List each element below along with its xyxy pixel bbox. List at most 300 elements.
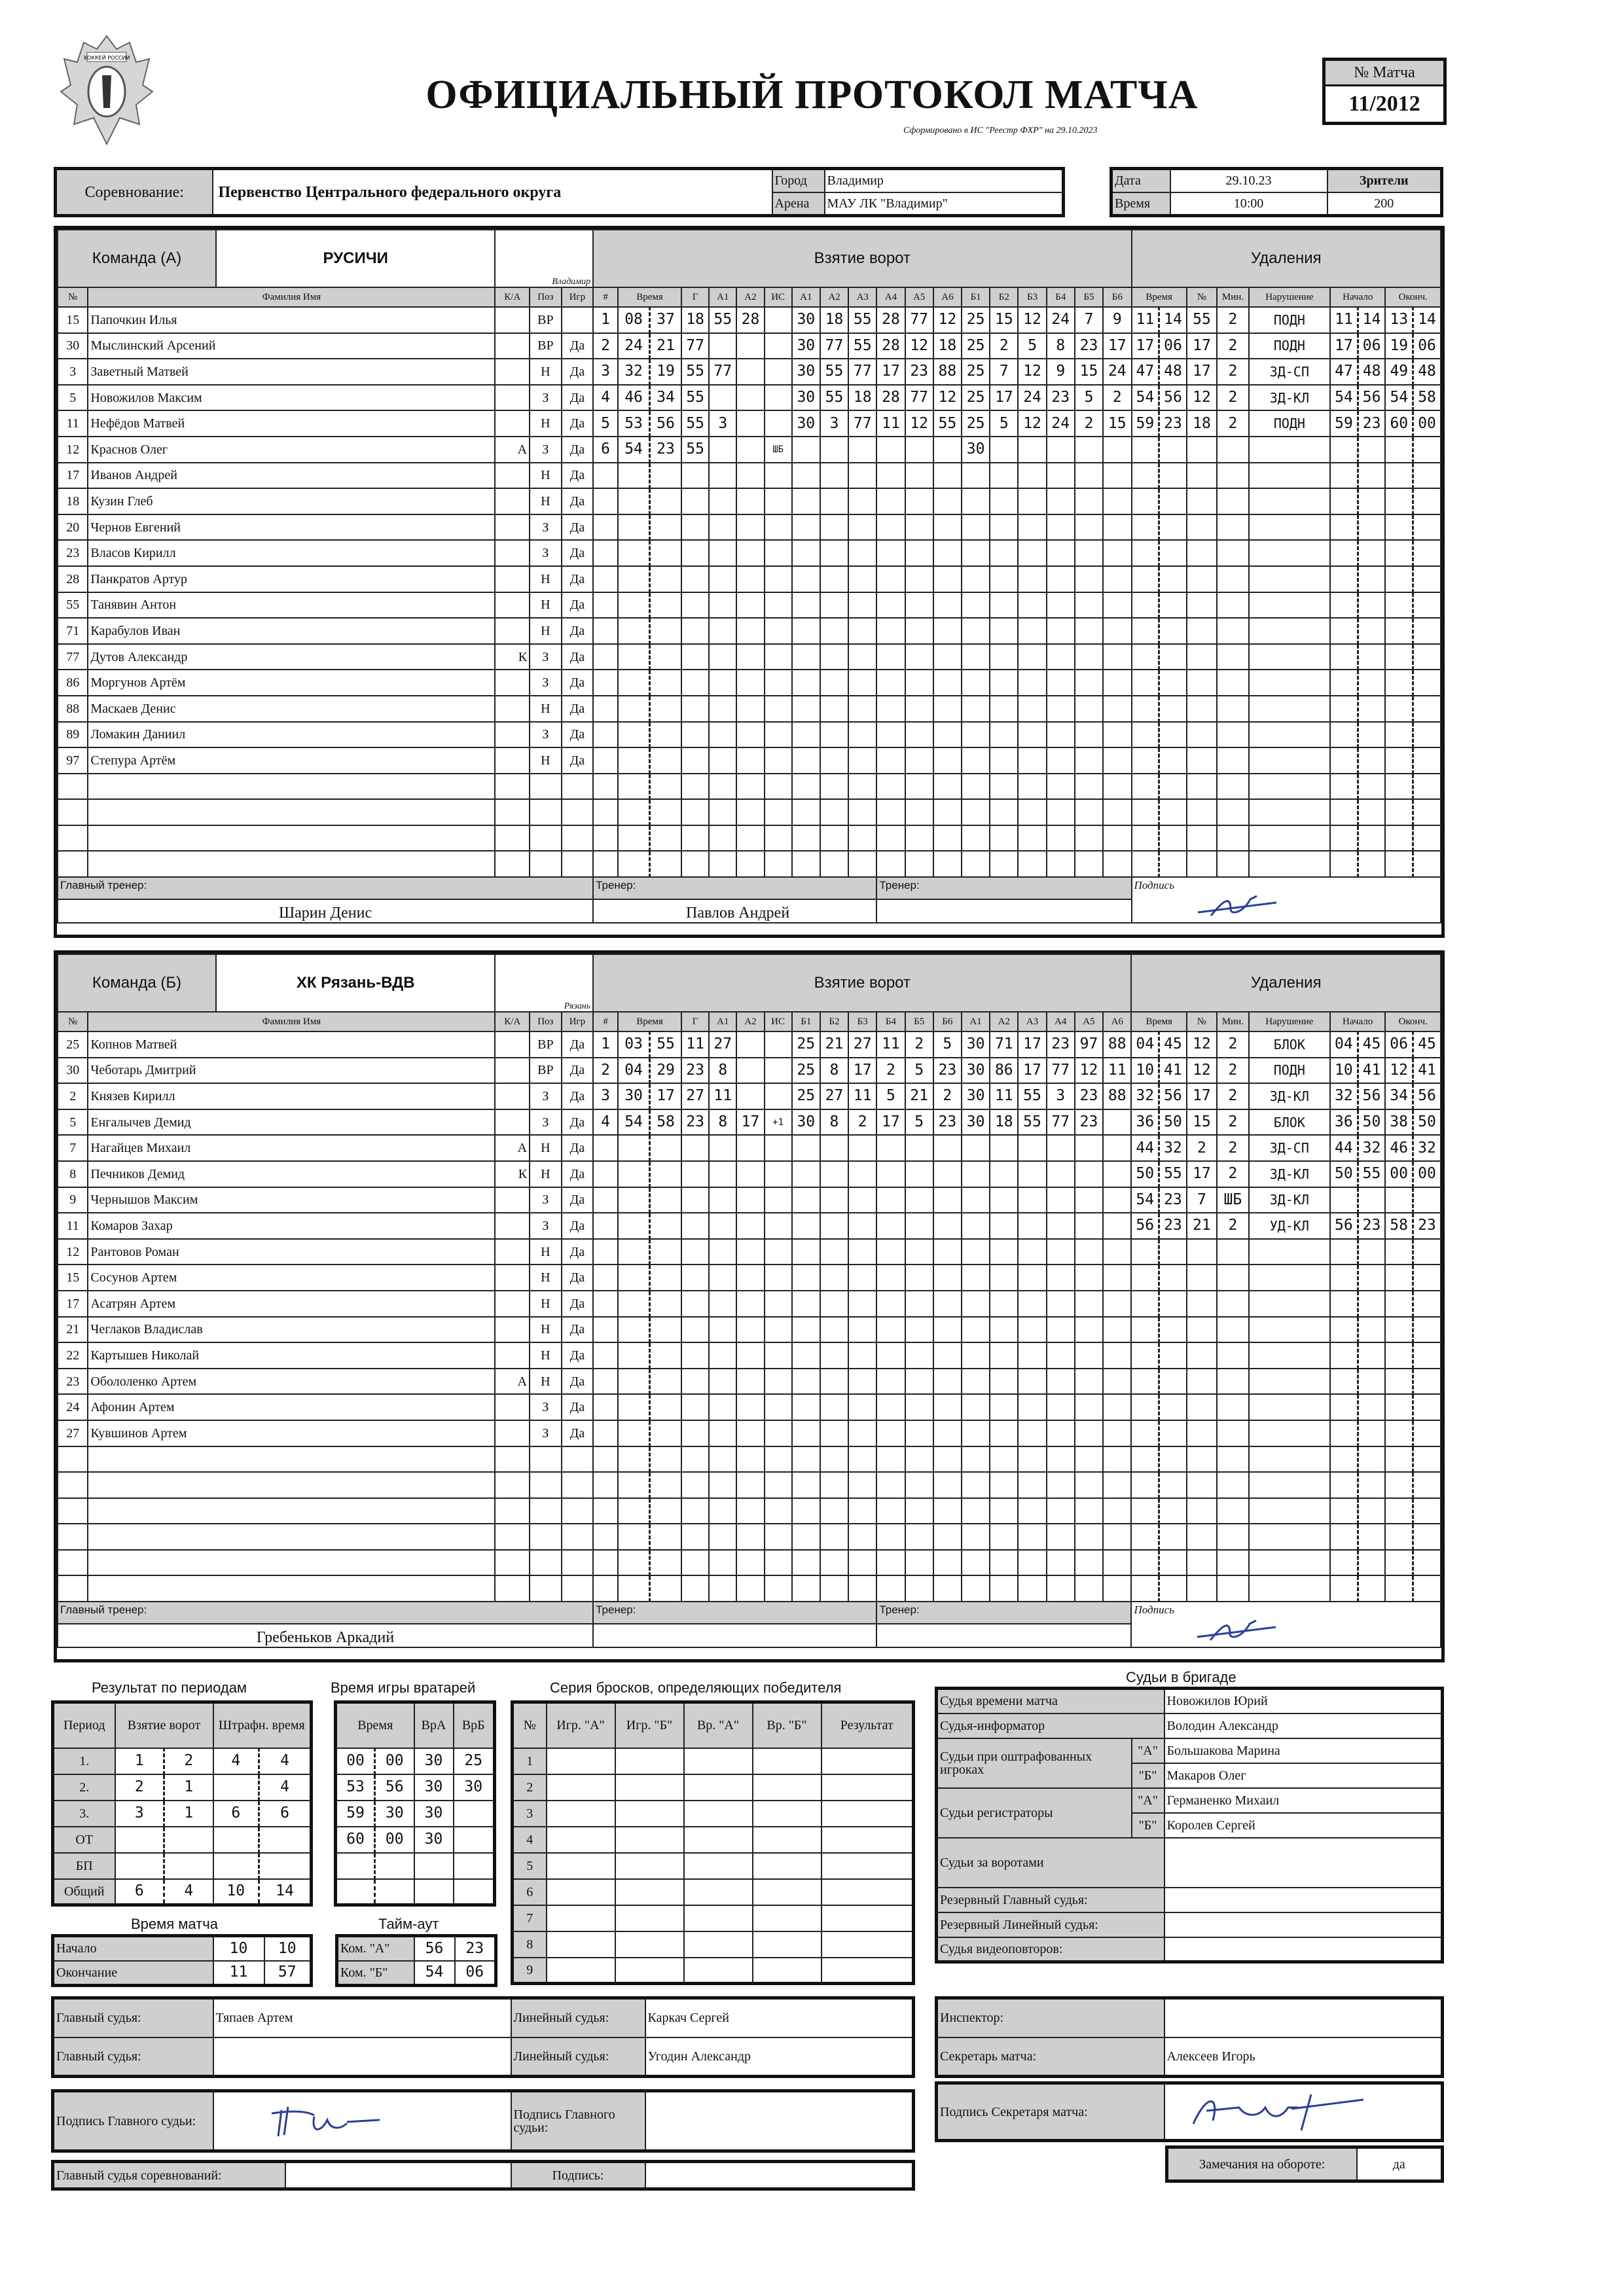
team-a-goal-onice xyxy=(820,851,848,877)
team-b-goal-is xyxy=(765,1550,792,1576)
team-b-player-pl: Да xyxy=(562,1213,594,1239)
team-b-goal-onice xyxy=(1018,1498,1046,1524)
period-name: 1. xyxy=(53,1748,115,1774)
team-a-pen-bs xyxy=(1358,799,1385,825)
team-a-pen-bs xyxy=(1358,774,1385,800)
team-a-pen-bm xyxy=(1330,670,1358,696)
team-b-pen-min xyxy=(1217,1265,1248,1291)
team-b-goal-onice xyxy=(820,1524,848,1550)
goalie-b xyxy=(454,1879,495,1905)
team-b-goal-onice xyxy=(1047,1524,1075,1550)
team-a-goal-onice xyxy=(820,644,848,670)
team-a-goal-min xyxy=(618,488,649,514)
main-ref-label: Главный судья: xyxy=(53,1998,213,2037)
team-a-goal-onice xyxy=(1075,540,1103,566)
team-b-goal-sec xyxy=(650,1550,681,1576)
team-b-goal-onice xyxy=(792,1213,820,1239)
team-b-goal-a1: 8 xyxy=(709,1058,736,1084)
reg-b-tag: "Б" xyxy=(1132,1813,1164,1838)
team-b-pen-min: 2 xyxy=(1217,1083,1248,1109)
team-b-pen-n xyxy=(1187,1498,1217,1524)
team-b-goal-onice xyxy=(820,1187,848,1213)
team-b-goal-onice xyxy=(1018,1550,1046,1576)
team-b-pen-ts: 50 xyxy=(1159,1109,1187,1136)
team-b-pen-min xyxy=(1217,1550,1248,1576)
team-a-goal-onice xyxy=(792,437,820,463)
team-a-h-oi10: Б5 xyxy=(1075,287,1103,307)
team-b-goal-sec xyxy=(650,1498,681,1524)
team-a-goal-a1 xyxy=(709,722,736,748)
team-b-goal-onice xyxy=(820,1394,848,1420)
team-a-row xyxy=(58,696,1441,722)
team-b-pen-ts xyxy=(1159,1446,1187,1473)
team-b-pen-ts xyxy=(1159,1394,1187,1420)
team-a-goal-onice: 30 xyxy=(792,333,820,359)
goalie-row xyxy=(336,1774,495,1801)
team-a-goal-onice: 23 xyxy=(1047,385,1075,411)
team-a-player-ka xyxy=(495,307,530,333)
team-b-pen-n xyxy=(1187,1550,1217,1576)
team-a-goal-is xyxy=(765,333,792,359)
team-a-h-oi1: А2 xyxy=(820,287,848,307)
team-a-pen-em: 13 xyxy=(1385,307,1413,333)
team-a-goal-a1 xyxy=(709,747,736,774)
team-b-h-oi11: А6 xyxy=(1103,1012,1131,1031)
team-a-section xyxy=(54,226,1445,938)
team-a-goal-no xyxy=(593,747,618,774)
team-a-goal-a2 xyxy=(736,644,764,670)
team-b-goal-onice xyxy=(1018,1446,1046,1473)
team-a-goal-onice xyxy=(848,774,876,800)
team-a-goal-scorer xyxy=(681,825,709,852)
team-a-pen-tm xyxy=(1132,696,1159,722)
team-b-goal-min xyxy=(618,1239,649,1265)
team-a-goal-onice: 77 xyxy=(905,385,933,411)
team-a-goal-onice xyxy=(962,851,990,877)
comp-ref-sign-label: Подпись: xyxy=(511,2162,645,2189)
team-a-goal-onice xyxy=(820,774,848,800)
team-a-h-oi11: Б6 xyxy=(1103,287,1131,307)
team-a-goal-onice xyxy=(1103,799,1131,825)
team-b-goal-onice xyxy=(1075,1265,1103,1291)
team-b-goal-sec: 29 xyxy=(650,1058,681,1084)
goalie-a xyxy=(414,1853,454,1879)
team-b-pen-es: 41 xyxy=(1413,1058,1441,1084)
team-b-player-pos: ВР xyxy=(530,1031,561,1058)
team-a-player-name: Папочкин Илья xyxy=(88,307,495,333)
team-b-goal-min xyxy=(618,1369,649,1395)
team-a-row xyxy=(58,851,1441,877)
team-b-goal-onice xyxy=(876,1291,905,1317)
team-a-goal-onice xyxy=(933,463,962,489)
shootout-row xyxy=(513,1879,914,1905)
team-a-goal-onice xyxy=(1103,514,1131,541)
shootout-row xyxy=(513,1748,914,1774)
team-a-pen-n xyxy=(1187,722,1217,748)
shootout-cell xyxy=(753,1774,821,1801)
team-b-player-name: Рантовов Роман xyxy=(88,1239,495,1265)
team-a-pen-es xyxy=(1413,566,1441,592)
team-a-goal-onice xyxy=(1018,437,1046,463)
team-a-goal-onice xyxy=(1018,644,1046,670)
team-b-pen-bs: 50 xyxy=(1358,1109,1385,1136)
team-b-pen-v: ЗД-КЛ xyxy=(1249,1187,1330,1213)
team-a-goal-onice xyxy=(905,696,933,722)
team-a-pen-es xyxy=(1413,644,1441,670)
team-a-pen-min xyxy=(1217,437,1248,463)
team-b-pen-v: УД-КЛ xyxy=(1249,1213,1330,1239)
penbox-a-tag: "А" xyxy=(1132,1738,1164,1763)
team-a-goal-onice xyxy=(792,592,820,619)
team-a-goal-a2 xyxy=(736,851,764,877)
team-a-goal-onice: 7 xyxy=(990,359,1018,385)
secretary-sign-table xyxy=(935,2081,1444,2142)
team-b-goal-min xyxy=(618,1550,649,1576)
shootout-h-4: Вр. "Б" xyxy=(753,1702,821,1748)
shootout-h-3: Вр. "А" xyxy=(684,1702,753,1748)
team-b-player-name xyxy=(88,1472,495,1498)
team-a-goal-onice xyxy=(962,463,990,489)
team-a-goal-sec xyxy=(650,722,681,748)
team-b-row xyxy=(58,1317,1441,1343)
team-a-goal-onice xyxy=(905,566,933,592)
team-b-goal-no xyxy=(593,1342,618,1369)
team-b-goal-onice xyxy=(905,1342,933,1369)
team-a-goal-onice xyxy=(990,670,1018,696)
team-a-pen-bs: 56 xyxy=(1358,385,1385,411)
team-a-pen-tm xyxy=(1132,799,1159,825)
team-b-h-oi0: Б1 xyxy=(792,1012,820,1031)
team-b-goal-onice xyxy=(1103,1420,1131,1446)
team-a-pen-em xyxy=(1385,514,1413,541)
shootout-cell xyxy=(684,1748,753,1774)
team-b-city: Рязань xyxy=(495,954,593,1012)
team-b-h-oi3: Б4 xyxy=(876,1012,905,1031)
goalie-b xyxy=(454,1827,495,1853)
shootout-cell xyxy=(547,1748,615,1774)
team-b-goal-onice xyxy=(1018,1524,1046,1550)
team-a-row xyxy=(58,359,1441,385)
team-a-pen-n xyxy=(1187,670,1217,696)
team-a-player-n: 20 xyxy=(58,514,88,541)
team-a-player-ka xyxy=(495,463,530,489)
team-b-goal-onice xyxy=(990,1369,1018,1395)
team-b-player-pos: Н xyxy=(530,1317,561,1343)
team-b-goal-onice xyxy=(792,1472,820,1498)
team-a-goal-onice xyxy=(792,774,820,800)
team-a-goal-onice: 9 xyxy=(1103,307,1131,333)
timeout-a-s: 23 xyxy=(455,1936,496,1961)
team-b-goal-onice xyxy=(820,1291,848,1317)
team-b-pen-min xyxy=(1217,1239,1248,1265)
team-b-player-ka xyxy=(495,1109,530,1136)
team-b-goal-a1 xyxy=(709,1342,736,1369)
team-b-goal-no xyxy=(593,1161,618,1187)
team-a-goal-is xyxy=(765,722,792,748)
team-b-h-3: Поз xyxy=(530,1012,561,1031)
team-a-h-g3: А1 xyxy=(709,287,736,307)
team-a-h-1: Фамилия Имя xyxy=(88,287,495,307)
team-b-goal-is xyxy=(765,1342,792,1369)
team-b-row xyxy=(58,1161,1441,1187)
team-a-pen-n xyxy=(1187,566,1217,592)
team-a-player-pos xyxy=(530,799,561,825)
timekeeper-value: Новожилов Юрий xyxy=(1164,1689,1443,1713)
team-a-pen-bm xyxy=(1330,644,1358,670)
shootout-cell xyxy=(615,1905,684,1931)
team-b-goal-onice xyxy=(1075,1550,1103,1576)
team-a-pen-min xyxy=(1217,851,1248,877)
team-a-goal-onice xyxy=(1075,514,1103,541)
team-a-pen-min xyxy=(1217,463,1248,489)
team-b-goal-onice xyxy=(792,1135,820,1161)
team-b-row xyxy=(58,1239,1441,1265)
team-b-player-pl: Да xyxy=(562,1058,594,1084)
team-a-player-pl xyxy=(562,851,593,877)
team-b-player-name: Князев Кирилл xyxy=(88,1083,495,1109)
team-b-goal-onice: 23 xyxy=(933,1109,962,1136)
team-b-pen-min xyxy=(1217,1575,1248,1602)
team-a-goal-onice xyxy=(848,696,876,722)
team-a-player-n: 77 xyxy=(58,644,88,670)
team-b-pen-n: 17 xyxy=(1187,1161,1217,1187)
period-gb: 2 xyxy=(164,1748,213,1774)
team-b-goal-onice: 8 xyxy=(820,1058,848,1084)
team-a-goal-onice xyxy=(876,437,905,463)
team-b-pen-ts xyxy=(1159,1291,1187,1317)
team-b-player-name: Кувшинов Артем xyxy=(88,1420,495,1446)
team-b-goal-no xyxy=(593,1498,618,1524)
team-b-goal-onice xyxy=(1075,1213,1103,1239)
team-a-player-pos: З xyxy=(530,514,561,541)
team-b-pen-es xyxy=(1413,1369,1441,1395)
team-a-goal-onice xyxy=(820,540,848,566)
team-b-goal-a1 xyxy=(709,1420,736,1446)
team-a-goal-onice xyxy=(962,722,990,748)
team-b-goal-scorer xyxy=(681,1446,709,1473)
team-b-goal-is xyxy=(765,1161,792,1187)
team-a-goal-onice xyxy=(990,799,1018,825)
team-b-goal-onice xyxy=(1018,1342,1046,1369)
team-b-h-ptime: Время xyxy=(1131,1012,1186,1031)
shootout-cell xyxy=(547,1931,615,1958)
team-b-pen-bm xyxy=(1330,1369,1358,1395)
team-b-player-pos xyxy=(530,1550,561,1576)
team-a-pen-n: 55 xyxy=(1187,307,1217,333)
team-a-pen-min: 2 xyxy=(1217,333,1248,359)
team-b-goal-onice xyxy=(820,1342,848,1369)
team-a-goal-onice xyxy=(990,851,1018,877)
team-a-goal-no: 3 xyxy=(593,359,618,385)
team-a-goal-onice: 2 xyxy=(990,333,1018,359)
team-a-pen-tm xyxy=(1132,825,1159,852)
team-b-goal-onice xyxy=(933,1342,962,1369)
team-a-goal-a2: 28 xyxy=(736,307,764,333)
team-a-player-name: Иванов Андрей xyxy=(88,463,495,489)
goalie-row xyxy=(336,1801,495,1827)
team-b-player-name xyxy=(88,1550,495,1576)
team-a-goal-onice xyxy=(792,851,820,877)
shootout-cell xyxy=(753,1931,821,1958)
team-a-goal-onice: 55 xyxy=(848,307,876,333)
team-a-goal-scorer xyxy=(681,851,709,877)
team-a-goal-min xyxy=(618,825,649,852)
team-b-pen-bs: 55 xyxy=(1358,1161,1385,1187)
team-a-goal-onice: 15 xyxy=(990,307,1018,333)
team-a-player-pos: Н xyxy=(530,618,561,644)
team-a-pen-es xyxy=(1413,747,1441,774)
team-b-pen-bs xyxy=(1358,1239,1385,1265)
team-b-player-pl: Да xyxy=(562,1317,594,1343)
team-a-h-oi7: Б2 xyxy=(990,287,1018,307)
team-b-goal-onice xyxy=(1047,1550,1075,1576)
team-b-pen-tm: 04 xyxy=(1131,1031,1159,1058)
team-a-player-n: 11 xyxy=(58,410,88,437)
res-main-value xyxy=(1164,1888,1443,1912)
team-b-goal-onice xyxy=(792,1575,820,1602)
team-b-row xyxy=(58,1213,1441,1239)
team-b-goal-a1 xyxy=(709,1161,736,1187)
team-a-goal-onice xyxy=(933,540,962,566)
period-ga: 1 xyxy=(115,1748,164,1774)
team-b-goal-min xyxy=(618,1420,649,1446)
team-b-goal-a2 xyxy=(736,1161,764,1187)
team-b-pen-tm: 32 xyxy=(1131,1083,1159,1109)
team-b-goal-onice xyxy=(792,1524,820,1550)
team-b-player-ka xyxy=(495,1213,530,1239)
team-b-goal-min xyxy=(618,1265,649,1291)
team-b-h-pmin: Мин. xyxy=(1217,1012,1248,1031)
team-b-goal-onice xyxy=(962,1498,990,1524)
team-a-goal-onice xyxy=(990,514,1018,541)
team-a-player-pl: Да xyxy=(562,722,593,748)
team-a-player-pl: Да xyxy=(562,463,593,489)
team-b-goal-onice xyxy=(1047,1239,1075,1265)
team-b-goal-sec xyxy=(650,1575,681,1602)
team-a-goal-onice: 25 xyxy=(962,359,990,385)
match-number-box xyxy=(1322,58,1447,125)
team-b-pen-em xyxy=(1385,1420,1413,1446)
team-a-goal-onice xyxy=(820,592,848,619)
team-b-row xyxy=(58,1550,1441,1576)
team-a-h-gno: # xyxy=(593,287,618,307)
team-a-penalties-header: Удаления xyxy=(1132,230,1441,287)
team-a-pen-bm xyxy=(1330,825,1358,852)
team-a-goal-scorer xyxy=(681,696,709,722)
team-b-goal-onice: 27 xyxy=(820,1083,848,1109)
team-b-h-oi5: Б6 xyxy=(933,1012,962,1031)
team-a-goal-min xyxy=(618,566,649,592)
team-b-player-name xyxy=(88,1524,495,1550)
team-b-goal-is: +1 xyxy=(765,1109,792,1136)
team-b-goal-onice xyxy=(933,1575,962,1602)
team-a-pen-es xyxy=(1413,514,1441,541)
team-b-pen-bs xyxy=(1358,1187,1385,1213)
team-b-goal-onice xyxy=(933,1291,962,1317)
team-b-goal-onice xyxy=(1103,1109,1131,1136)
team-b-player-pos: З xyxy=(530,1083,561,1109)
team-a-goal-is xyxy=(765,566,792,592)
team-a-goal-onice xyxy=(792,488,820,514)
team-a-goal-is xyxy=(765,488,792,514)
team-b-pen-em: 34 xyxy=(1385,1083,1413,1109)
team-a-pen-v xyxy=(1249,463,1330,489)
goalie-row xyxy=(336,1853,495,1879)
team-a-goal-onice xyxy=(933,774,962,800)
team-b-goal-onice xyxy=(905,1394,933,1420)
team-a-player-ka xyxy=(495,514,530,541)
team-a-goal-a2 xyxy=(736,774,764,800)
team-b-goal-onice xyxy=(990,1135,1018,1161)
team-a-h-pend: Оконч. xyxy=(1385,287,1441,307)
team-b-name: ХК Рязань-ВДВ xyxy=(217,955,494,1011)
team-b-penalties-header: Удаления xyxy=(1131,954,1441,1012)
team-a-player-pos: ВР xyxy=(530,307,561,333)
team-b-h-gtime: Время xyxy=(618,1012,681,1031)
team-b-player-name: Енгалычев Демид xyxy=(88,1109,495,1136)
team-b-coach-label: Тренер: xyxy=(594,1602,876,1624)
team-b-pen-es xyxy=(1413,1472,1441,1498)
shootout-cell xyxy=(821,1958,914,1984)
team-a-goal-onice xyxy=(848,488,876,514)
team-a-goal-a2 xyxy=(736,333,764,359)
team-a-pen-n: 17 xyxy=(1187,359,1217,385)
team-a-pen-min xyxy=(1217,514,1248,541)
team-a-goal-a2 xyxy=(736,437,764,463)
team-b-goal-a2 xyxy=(736,1135,764,1161)
team-a-player-n xyxy=(58,825,88,852)
team-a-player-ka: К xyxy=(495,644,530,670)
team-b-pen-es xyxy=(1413,1446,1441,1473)
match-start-h: 10 xyxy=(213,1936,264,1961)
team-b-goal-min xyxy=(618,1524,649,1550)
timeout-a-m: 56 xyxy=(414,1936,455,1961)
team-b-goal-onice xyxy=(990,1550,1018,1576)
team-a-pen-bs xyxy=(1358,747,1385,774)
team-b-goal-onice xyxy=(1103,1550,1131,1576)
team-b-pen-v: БЛОК xyxy=(1249,1031,1330,1058)
team-b-goal-a2 xyxy=(736,1265,764,1291)
team-a-goal-onice xyxy=(933,644,962,670)
team-a-pen-es xyxy=(1413,851,1441,877)
period-row xyxy=(53,1827,312,1853)
team-b-pen-ts xyxy=(1159,1550,1187,1576)
team-a-goal-a1 xyxy=(709,592,736,619)
team-b-goal-onice xyxy=(990,1472,1018,1498)
team-b-goal-a1 xyxy=(709,1291,736,1317)
team-a-pen-bs xyxy=(1358,825,1385,852)
team-a-player-name: Чернов Евгений xyxy=(88,514,495,541)
team-b-pen-tm: 56 xyxy=(1131,1213,1159,1239)
team-a-pen-em xyxy=(1385,825,1413,852)
team-a-goal-is xyxy=(765,618,792,644)
team-a-pen-bs xyxy=(1358,463,1385,489)
team-b-goal-a2 xyxy=(736,1524,764,1550)
team-a-player-n: 3 xyxy=(58,359,88,385)
team-b-goal-onice xyxy=(962,1369,990,1395)
shootout-cell xyxy=(821,1931,914,1958)
team-b-pen-tm xyxy=(1131,1575,1159,1602)
team-b-goal-onice xyxy=(876,1472,905,1498)
team-b-pen-es: 56 xyxy=(1413,1083,1441,1109)
team-b-goal-onice xyxy=(1018,1420,1046,1446)
team-a-goal-sec xyxy=(650,514,681,541)
team-a-pen-n xyxy=(1187,618,1217,644)
team-a-player-pos: Н xyxy=(530,592,561,619)
team-a-player-name: Маскаев Денис xyxy=(88,696,495,722)
team-a-pen-min xyxy=(1217,799,1248,825)
team-b-pen-em xyxy=(1385,1239,1413,1265)
